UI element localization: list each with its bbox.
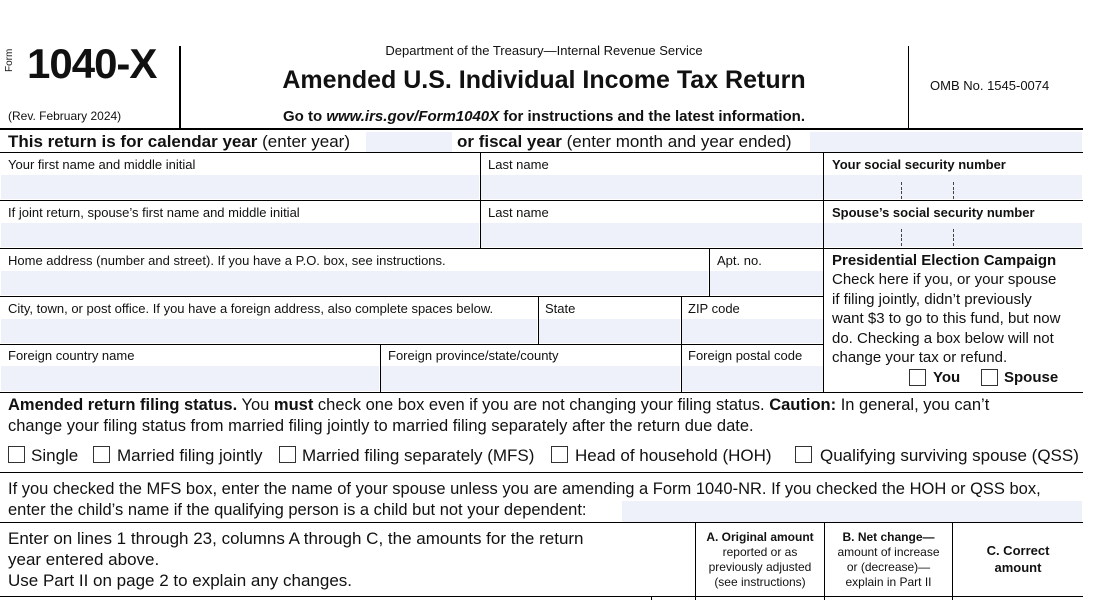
ssn-separator <box>901 191 902 199</box>
foreign-country-input[interactable] <box>1 366 379 391</box>
state-label: State <box>545 301 576 316</box>
filing-status-line2: change your filing status from married filing jointly to married filing separately after the return due date. <box>8 417 754 435</box>
mfs-note-line2: enter the child’s name if the qualifying person is a child but not your dependent: <box>8 501 587 519</box>
column-c-text: amount <box>994 560 1042 575</box>
column-a-title: A. Original amount <box>706 530 814 544</box>
year-line-rule <box>0 152 1083 153</box>
lines-intro-text: Enter on lines 1 through 23, columns A through C, the amounts for the return <box>8 529 584 548</box>
department-name: Department of the Treasury—Internal Revenue Service <box>385 43 703 58</box>
presidential-you-label: You <box>933 369 961 386</box>
header-divider-right <box>908 46 909 128</box>
filing-status-caution: Caution: <box>769 396 837 414</box>
column-c-title: C. Correct <box>986 543 1050 558</box>
presidential-text: if filing jointly, didn’t previously <box>832 290 1032 308</box>
instructions-post: for instructions and the latest information. <box>499 108 806 125</box>
first-name-input[interactable] <box>1 175 479 199</box>
fiscal-year-note: (enter month and year ended) <box>561 132 792 151</box>
status-qss-checkbox[interactable] <box>795 446 812 463</box>
spouse-last-name-label: Last name <box>488 205 549 220</box>
last-name-label: Last name <box>488 157 549 172</box>
ssn-separator <box>953 238 954 246</box>
foreign-country-label: Foreign country name <box>8 348 135 363</box>
column-b-text: explain in Part II <box>845 575 932 589</box>
spouse-child-name-input[interactable] <box>622 501 1082 522</box>
status-single-checkbox[interactable] <box>8 446 25 463</box>
filing-status-text: You <box>237 396 274 414</box>
spouse-first-name-label: If joint return, spouse’s first name and middle initial <box>8 205 300 220</box>
lines-intro-text: Use Part II on page 2 to explain any changes. <box>8 571 353 590</box>
rule <box>0 522 1083 523</box>
column-a-text: previously adjusted <box>708 560 812 574</box>
filing-status-text: In general, you can’t <box>836 396 990 414</box>
status-qss-label: Qualifying surviving spouse (QSS) <box>820 446 1079 465</box>
column-a-text: reported or as <box>722 545 798 559</box>
column-c-header <box>953 542 1083 576</box>
ssn-separator <box>953 191 954 199</box>
spouse-first-name-input[interactable] <box>1 223 479 247</box>
presidential-text: do. Checking a box below will not <box>832 329 1054 347</box>
foreign-postal-input[interactable] <box>682 366 823 391</box>
status-mfj-label: Married filing jointly <box>117 446 263 465</box>
status-mfs-checkbox[interactable] <box>279 446 296 463</box>
form-prefix: Form <box>4 48 15 72</box>
filing-status-bold: Amended return filing status. <box>8 396 238 414</box>
status-hoh-checkbox[interactable] <box>551 446 568 463</box>
ssn-separator <box>901 182 902 190</box>
instructions-url[interactable]: www.irs.gov/Form1040X <box>326 108 500 125</box>
presidential-text: change your tax or refund. <box>832 349 1008 367</box>
ssn-separator <box>953 229 954 237</box>
presidential-campaign-section <box>832 251 1061 367</box>
presidential-spouse-label: Spouse <box>1004 369 1059 386</box>
instructions-line <box>181 108 907 125</box>
presidential-text: Check here if you, or your spouse <box>832 271 1057 289</box>
column-b-text: or (decrease)— <box>846 560 931 574</box>
rule <box>0 200 1083 201</box>
table-header-bottom-rule <box>0 596 1083 597</box>
foreign-province-label: Foreign province/state/county <box>388 348 559 363</box>
presidential-spouse-checkbox[interactable] <box>981 369 998 386</box>
omb-number: OMB No. 1545-0074 <box>930 78 1050 93</box>
divider <box>651 596 652 600</box>
ssn-label: Your social security number <box>832 157 1006 172</box>
zip-label: ZIP code <box>688 301 740 316</box>
spouse-ssn-label: Spouse’s social security number <box>832 205 1035 220</box>
form-title: Amended U.S. Individual Income Tax Return <box>282 66 806 94</box>
city-label: City, town, or post office. If you have a foreign address, also complete spaces below. <box>8 301 494 316</box>
lines-intro-text: year entered above. <box>8 550 160 569</box>
calendar-year-input[interactable] <box>366 132 452 152</box>
city-input[interactable] <box>1 319 537 343</box>
fiscal-year-input[interactable] <box>810 132 1082 152</box>
mfs-note-line1: If you checked the MFS box, enter the name of your spouse unless you are amending a Form 1040-NR. If you checked the HOH or QSS box, <box>8 480 1041 498</box>
foreign-postal-label: Foreign postal code <box>688 348 803 363</box>
last-name-input[interactable] <box>481 175 823 199</box>
foreign-province-input[interactable] <box>381 366 680 391</box>
first-name-label: Your first name and middle initial <box>8 157 196 172</box>
rule <box>0 472 1083 473</box>
status-mfs-label: Married filing separately (MFS) <box>302 446 535 465</box>
rule <box>0 344 824 345</box>
rule <box>0 248 1083 249</box>
home-address-input[interactable] <box>1 271 708 295</box>
lines-intro <box>8 528 584 591</box>
fiscal-year-bold: or fiscal year <box>457 132 562 151</box>
fiscal-year-label <box>457 132 792 152</box>
column-a-header <box>696 530 824 590</box>
state-input[interactable] <box>539 319 680 343</box>
apt-no-label: Apt. no. <box>717 253 762 268</box>
spouse-last-name-input[interactable] <box>481 223 823 247</box>
filing-status-text: check one box even if you are not changing your filing status. <box>313 396 770 414</box>
rule <box>0 296 824 297</box>
zip-input[interactable] <box>682 319 823 343</box>
column-b-text: amount of increase <box>837 545 940 559</box>
ssn-separator <box>901 229 902 237</box>
form-number: 1040-X <box>27 40 157 87</box>
status-hoh-label: Head of household (HOH) <box>575 446 772 465</box>
apt-no-input[interactable] <box>710 271 823 295</box>
presidential-title: Presidential Election Campaign <box>832 252 1057 269</box>
ssn-separator <box>901 238 902 246</box>
status-single-label: Single <box>31 446 79 465</box>
revision-date: (Rev. February 2024) <box>8 109 122 123</box>
calendar-year-bold: This return is for calendar year <box>8 132 258 151</box>
presidential-you-checkbox[interactable] <box>909 369 926 386</box>
filing-status-heading <box>8 396 989 415</box>
address-block-bottom-rule <box>0 392 1083 393</box>
presidential-text: want $3 to go to this fund, but now <box>832 310 1061 328</box>
calendar-year-label <box>8 132 350 152</box>
home-address-label: Home address (number and street). If you have a P.O. box, see instructions. <box>8 253 446 268</box>
ssn-separator <box>953 182 954 190</box>
calendar-year-note: (enter year) <box>257 132 351 151</box>
column-a-text: (see instructions) <box>714 575 806 589</box>
header-bottom-rule <box>0 128 1083 130</box>
column-b-header <box>825 530 952 590</box>
filing-status-must: must <box>273 396 314 414</box>
instructions-pre: Go to <box>282 108 327 125</box>
column-b-title: B. Net change— <box>842 530 935 544</box>
status-mfj-checkbox[interactable] <box>93 446 110 463</box>
